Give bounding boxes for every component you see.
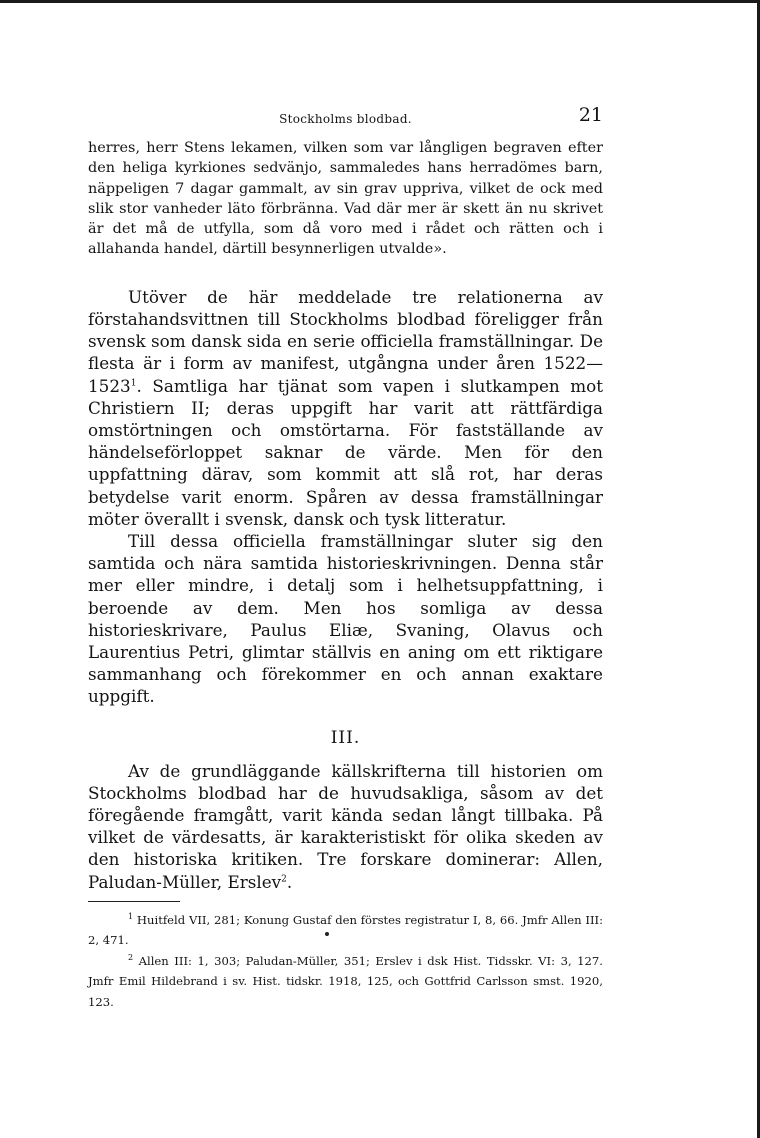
footnote-ref-2[interactable]: 2 (281, 874, 287, 885)
paragraph-text: . Samtliga har tjänat som vapen i slutkampen mot Christiern II; deras uppgift har varit att rättfärdiga omstörtningen och omstörtarna. För fastställande av händelseförloppet saknar de värde. Men för den uppfattning därav, som kommit att slå rot, har deras betydelse varit enorm. Spåren av dessa framställningar möter överallt i svensk, dansk och tysk litteratur. (88, 375, 603, 529)
paragraph-text: Utöver de här meddelade tre relationerna av förstahandsvittnen till Stockholms blodbad föreligger från svensk som dansk sida en serie officiella framställningar. De flesta är i form av manifest, utgångna under åren 1522—1523 (88, 286, 603, 396)
paragraph-spacer (88, 260, 603, 286)
paragraph-official-accounts (88, 286, 603, 530)
paragraph-text: Av de grundläggande källskrifterna till historien om Stockholms blodbad har de huvudsakliga, såsom av det föregående framgått, varit kända sedan långt tillbaka. På vilket de värdesatts, är karakteristiskt för olika skeden av den historiska kritiken. Tre forskare dominerar: Allen, Paludan-Müller, Erslev (88, 760, 603, 892)
running-head (88, 104, 603, 138)
paragraph-text: Till dessa officiella framställningar sluter sig den samtida och nära samtida historieskrivningen. Denna står mer eller mindre, i detalj som i helhetsuppfattning, i beroende av dem. Men hos somliga av dessa historieskrivare, Paulus Eliæ, Svaning, Olavus och Laurentius Petri, glimtar ställvis en aning om ett riktigare sammanhang och förekommer en och annan exaktare uppgift. (88, 531, 603, 707)
book-page (88, 104, 603, 1012)
footnote-text: Allen III: 1, 303; Paludan-Müller, 351; Erslev i dsk Hist. Tidsskr. VI: 3, 127. Jmfr Emil Hildebrand i sv. Hist. tidskr. 1918, 125, och Gottfrid Carlsson smst. 1920, 123. (88, 953, 603, 1009)
footnote-mark: 2 (128, 953, 134, 962)
section-heading: III. (330, 727, 361, 748)
footnote-text: Huitfeld VII, 281; Konung Gustaf den förstes registratur I, 8, 66. Jmfr Allen III: 2, 471. (88, 912, 604, 948)
footnote-1 (88, 910, 603, 951)
running-title: Stockholms blodbad. (279, 112, 412, 126)
footnote-mark: 1 (128, 912, 134, 921)
paragraph-historiography (88, 530, 603, 708)
scan-border-top (0, 0, 760, 3)
page-number: 21 (578, 104, 603, 126)
footnote-divider (88, 901, 180, 902)
footnote-ref-1[interactable]: 1 (130, 378, 137, 388)
quoted-paragraph (88, 138, 603, 260)
print-speck (325, 932, 329, 936)
paragraph-source-works (88, 760, 603, 893)
footnote-2 (88, 951, 603, 1013)
paragraph-text: . (286, 871, 293, 892)
quoted-paragraph-text: herres, herr Stens lekamen, vilken som var långligen begraven efter den heliga kyrkiones sedvänjo, sammaledes hans herradömes barn, näppeligen 7 dagar gammalt, av sin grav uppriva, vilket de ock med slik stor vanheder läto förbränna. Vad där mer är skett än nu skrivet är det må de utfylla, som då voro med i rådet och rätten och i allahanda handel, därtill besynnerligen utvalde». (88, 140, 603, 258)
